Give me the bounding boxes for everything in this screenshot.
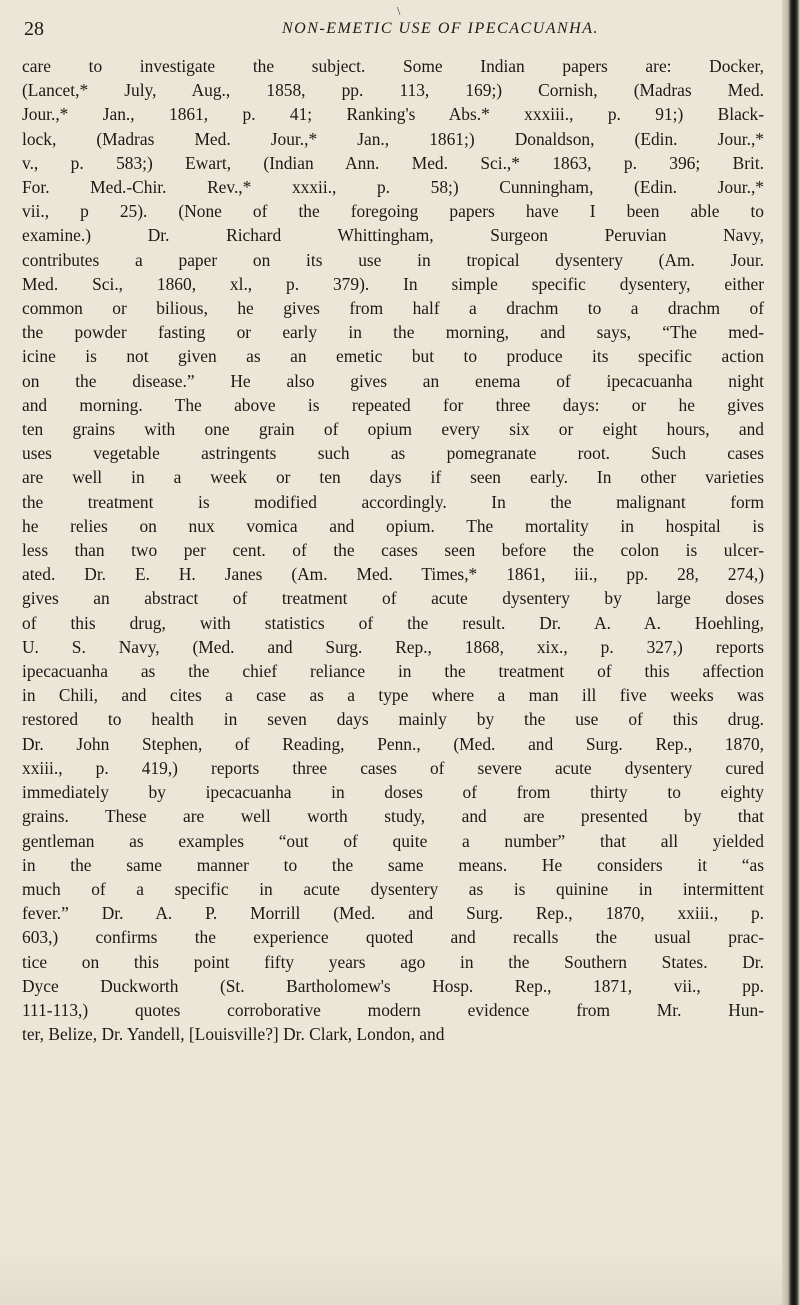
text-line: 603,) confirms the experience quoted and recalls the usual prac- [22, 927, 764, 948]
text-line: on the disease.” He also gives an enema of ipecacuanha night [22, 370, 764, 391]
text-line: examine.) Dr. Richard Whittingham, Surgeon Peruvian Navy, [22, 225, 764, 246]
text-line: (Lancet,* July, Aug., 1858, pp. 113, 169;) Cornish, (Madras Med. [22, 80, 764, 101]
text-line: are well in a week or ten days if seen early. In other varieties [22, 467, 764, 488]
top-margin-mark: \ [397, 6, 401, 17]
text-line: and morning. The above is repeated for three days: or he gives [22, 394, 764, 415]
page-number: 28 [24, 18, 44, 40]
text-line: Med. Sci., 1860, xl., p. 379). In simple specific dysentery, either [22, 273, 764, 294]
text-line: less than two per cent. of the cases seen before the colon is ulcer- [22, 540, 764, 561]
text-line: tice on this point fifty years ago in the Southern States. Dr. [22, 951, 764, 972]
text-line: Jour.,* Jan., 1861, p. 41; Ranking's Abs.* xxxiii., p. 91;) Black- [22, 104, 764, 125]
text-line: the powder fasting or early in the morning, and says, “The med- [22, 322, 764, 343]
text-line: xxiii., p. 419,) reports three cases of severe acute dysentery cured [22, 757, 764, 778]
text-line: Dr. John Stephen, of Reading, Penn., (Med. and Surg. Rep., 1870, [22, 733, 764, 754]
text-line: For. Med.-Chir. Rev.,* xxxii., p. 58;) Cunningham, (Edin. Jour.,* [22, 177, 764, 198]
text-line: common or bilious, he gives from half a drachm to a drachm of [22, 298, 764, 319]
text-line: restored to health in seven days mainly by the use of this drug. [22, 709, 764, 730]
text-line: U. S. Navy, (Med. and Surg. Rep., 1868, xix., p. 327,) reports [22, 636, 764, 657]
text-line: immediately by ipecacuanha in doses of from thirty to eighty [22, 782, 764, 803]
text-line: grains. These are well worth study, and are presented by that [22, 806, 764, 827]
body-paragraph [22, 54, 764, 1046]
page-bottom-shading [0, 1250, 782, 1305]
text-line: ipecacuanha as the chief reliance in the treatment of this affection [22, 661, 764, 682]
text-line: vii., p 25). (None of the foregoing papers have I been able to [22, 201, 764, 222]
text-line: contributes a paper on its use in tropical dysentery (Am. Jour. [22, 249, 764, 270]
text-line: fever.” Dr. A. P. Morrill (Med. and Surg. Rep., 1870, xxiii., p. [22, 903, 764, 924]
running-head: NON-EMETIC USE OF IPECACUANHA. [282, 20, 599, 37]
text-line: 111-113,) quotes corroborative modern evidence from Mr. Hun- [22, 999, 764, 1020]
text-line: gives an abstract of treatment of acute dysentery by large doses [22, 588, 764, 609]
text-line: he relies on nux vomica and opium. The mortality in hospital is [22, 515, 764, 536]
text-line: the treatment is modified accordingly. In the malignant form [22, 491, 764, 512]
text-line: v., p. 583;) Ewart, (Indian Ann. Med. Sci.,* 1863, p. 396; Brit. [22, 152, 764, 173]
text-line: ated. Dr. E. H. Janes (Am. Med. Times,* 1861, iii., pp. 28, 274,) [22, 564, 764, 585]
text-line: Dyce Duckworth (St. Bartholomew's Hosp. Rep., 1871, vii., pp. [22, 975, 764, 996]
text-line: of this drug, with statistics of the result. Dr. A. A. Hoehling, [22, 612, 764, 633]
text-line: ter, Belize, Dr. Yandell, [Louisville?] Dr. Clark, London, and [22, 1024, 445, 1045]
text-line: ten grains with one grain of opium every six or eight hours, and [22, 419, 764, 440]
text-line: in Chili, and cites a case as a type where a man ill five weeks was [22, 685, 764, 706]
text-line: care to investigate the subject. Some Indian papers are: Docker, [22, 56, 764, 76]
text-line: icine is not given as an emetic but to produce its specific action [22, 346, 764, 367]
book-spine-edge [782, 0, 800, 1305]
page-header [24, 18, 764, 48]
text-line: uses vegetable astringents such as pomegranate root. Such cases [22, 443, 764, 464]
text-line: in the same manner to the same means. He considers it “as [22, 854, 764, 875]
text-line: much of a specific in acute dysentery as is quinine in intermittent [22, 878, 764, 899]
text-line: lock, (Madras Med. Jour.,* Jan., 1861;) Donaldson, (Edin. Jour.,* [22, 128, 764, 149]
text-line: gentleman as examples “out of quite a number” that all yielded [22, 830, 764, 851]
